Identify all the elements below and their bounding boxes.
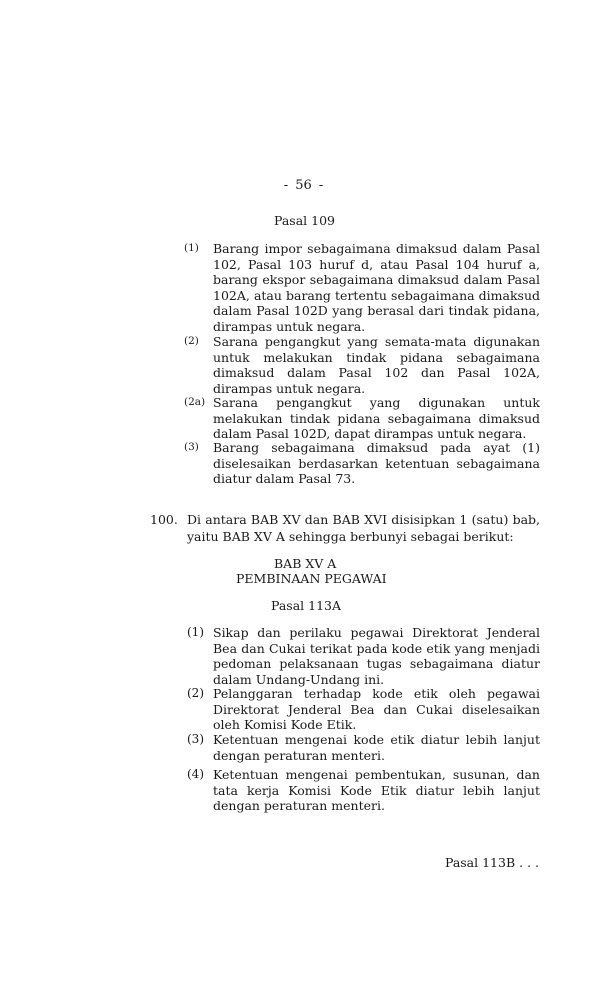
item-text: Sarana pengangkut yang digunakan untuk melakukan tindak pidana sebagaimana dimaksud dalam Pasal 102D, dapat dirampas untuk negara. — [213, 395, 540, 441]
item-number: (2a) — [184, 396, 206, 408]
item-number: (2) — [184, 335, 199, 347]
chapter-subtitle: PEMBINAAN PEGAWAI — [236, 571, 387, 586]
pasal-113a-item — [187, 686, 540, 733]
item-number: (3) — [184, 441, 199, 453]
item-number: (4) — [187, 767, 204, 781]
pasal-109-item — [184, 334, 540, 396]
item-number: (2) — [187, 686, 204, 700]
pasal-109-title: Pasal 109 — [274, 213, 335, 228]
item-number: (1) — [187, 625, 204, 639]
pasal-113a-item — [187, 767, 540, 814]
item-number: (1) — [184, 242, 199, 254]
pasal-113a-item — [187, 625, 540, 687]
item-text: Barang sebagaimana dimaksud pada ayat (1) diselesaikan berdasarkan ketentuan sebagaimana diatur dalam Pasal 73. — [213, 440, 540, 486]
item-text: Pelanggaran terhadap kode etik oleh pegawai Direktorat Jenderal Bea dan Cukai diselesaikan oleh Komisi Kode Etik. — [213, 686, 540, 732]
item-number: (3) — [187, 732, 204, 746]
pasal-109-item — [184, 395, 540, 442]
item-text: Ketentuan mengenai pembentukan, susunan, dan tata kerja Komisi Kode Etik diatur lebih lanjut dengan peraturan menteri. — [213, 767, 540, 813]
pasal-109-item — [184, 440, 540, 487]
item-text: Barang impor sebagaimana dimaksud dalam Pasal 102, Pasal 103 huruf d, atau Pasal 104 huruf a, barang ekspor sebagaimana dimaksud dalam Pasal 102A, atau barang tertentu sebagaimana dimaksud dalam Pasal 102D yang berasal dari tindak pidana, dirampas untuk negara. — [213, 241, 540, 334]
next-page-reference: Pasal 113B . . . — [444, 855, 539, 870]
item-text: Sikap dan perilaku pegawai Direktorat Jenderal Bea dan Cukai terikat pada kode etik yang menjadi pedoman pelaksanaan tugas sebagaimana diatur dalam Undang-Undang ini. — [213, 625, 540, 687]
page-number: - 56 - — [283, 178, 324, 193]
amendment-number: 100. — [150, 512, 178, 527]
item-text: Ketentuan mengenai kode etik diatur lebih lanjut dengan peraturan menteri. — [213, 732, 540, 763]
item-text: Sarana pengangkut yang semata-mata digunakan untuk melakukan tindak pidana sebagaimana dimaksud dalam Pasal 102 dan Pasal 102A, dirampas untuk negara. — [213, 334, 540, 396]
pasal-109-item — [184, 241, 540, 334]
chapter-title: BAB XV A — [274, 556, 337, 571]
pasal-113a-item — [187, 732, 540, 763]
amendment-text: Di antara BAB XV dan BAB XVI disisipkan 1 (satu) bab, yaitu BAB XV A sehingga berbunyi sebagai berikut: — [187, 512, 540, 544]
pasal-113a-title: Pasal 113A — [271, 598, 342, 613]
